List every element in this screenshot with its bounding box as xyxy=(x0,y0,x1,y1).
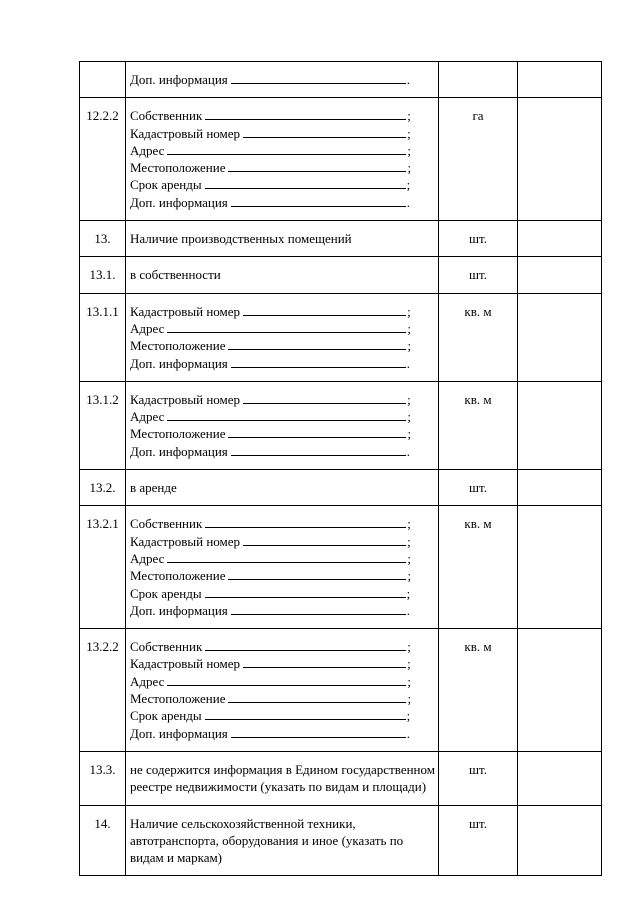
field-terminator: ; xyxy=(407,160,412,176)
blank-underline[interactable] xyxy=(167,320,406,333)
form-field-line xyxy=(130,602,435,619)
field-label: Адрес xyxy=(130,142,165,158)
field-terminator: ; xyxy=(407,125,411,141)
form-field-line xyxy=(130,425,435,442)
table-row xyxy=(80,381,602,469)
form-field-line xyxy=(130,337,435,354)
form-field-line xyxy=(130,443,435,460)
blank-underline[interactable] xyxy=(167,408,406,421)
row-value-cell[interactable] xyxy=(518,381,602,469)
blank-underline[interactable] xyxy=(231,725,406,738)
field-terminator: ; xyxy=(407,426,412,442)
blank-underline[interactable] xyxy=(231,194,406,207)
row-unit: кв. м xyxy=(439,506,518,629)
row-description xyxy=(126,629,439,752)
row-text: в аренде xyxy=(130,480,177,496)
row-text: в собственности xyxy=(130,267,221,283)
field-label: Доп. информация xyxy=(130,72,228,87)
blank-underline[interactable] xyxy=(205,107,406,120)
field-label: Местоположение xyxy=(130,338,226,354)
row-description xyxy=(126,257,439,293)
field-label: Адрес xyxy=(130,673,165,689)
row-number: 13.1. xyxy=(80,257,126,293)
row-value-cell[interactable] xyxy=(518,98,602,221)
field-terminator: ; xyxy=(407,409,411,425)
row-description xyxy=(126,381,439,469)
row-value-cell[interactable] xyxy=(518,470,602,506)
form-field-line xyxy=(130,142,435,159)
form-field-line xyxy=(130,638,435,655)
row-description xyxy=(126,62,439,98)
row-value-cell[interactable] xyxy=(518,257,602,293)
row-text: Наличие производственных помещений xyxy=(130,231,352,247)
row-description xyxy=(126,470,439,506)
blank-underline[interactable] xyxy=(228,690,406,703)
blank-underline[interactable] xyxy=(167,673,406,686)
blank-underline[interactable] xyxy=(231,71,406,84)
form-field-line xyxy=(130,320,435,337)
field-terminator: ; xyxy=(406,585,411,601)
row-number: 13. xyxy=(80,221,126,257)
row-unit: шт. xyxy=(439,257,518,293)
field-terminator: ; xyxy=(407,338,412,354)
blank-underline[interactable] xyxy=(205,707,406,720)
field-terminator: . xyxy=(406,443,411,459)
form-field-line xyxy=(130,585,435,602)
row-value-cell[interactable] xyxy=(518,751,602,805)
form-field-line xyxy=(130,533,435,550)
row-description xyxy=(126,98,439,221)
row-value-cell[interactable] xyxy=(518,805,602,876)
field-terminator: ; xyxy=(407,550,411,566)
table-row xyxy=(80,751,602,805)
field-label: Адрес xyxy=(130,550,165,566)
field-terminator: ; xyxy=(407,391,411,407)
row-number: 13.3. xyxy=(80,751,126,805)
row-number: 14. xyxy=(80,805,126,876)
row-value-cell[interactable] xyxy=(518,293,602,381)
field-label: Собственник xyxy=(130,639,203,655)
field-label: Местоположение xyxy=(130,160,226,176)
field-terminator: ; xyxy=(407,673,411,689)
form-field-line xyxy=(130,159,435,176)
field-label: Адрес xyxy=(130,320,165,336)
field-label: Доп. информация xyxy=(130,355,228,371)
blank-underline[interactable] xyxy=(205,515,406,528)
form-field-line xyxy=(130,303,435,320)
row-number: 13.2.1 xyxy=(80,506,126,629)
form-field-line xyxy=(130,567,435,584)
row-value-cell[interactable] xyxy=(518,629,602,752)
field-label: Кадастровый номер xyxy=(130,125,241,141)
row-description xyxy=(126,805,439,876)
field-terminator: ; xyxy=(407,691,412,707)
table-row xyxy=(80,257,602,293)
row-number: 13.1.2 xyxy=(80,381,126,469)
form-field-line xyxy=(130,690,435,707)
blank-underline[interactable] xyxy=(205,176,406,189)
form-field-line xyxy=(130,673,435,690)
table-row xyxy=(80,62,602,98)
row-value-cell[interactable] xyxy=(518,221,602,257)
form-field-line xyxy=(130,107,435,124)
blank-underline[interactable] xyxy=(228,159,406,172)
row-number: 13.1.1 xyxy=(80,293,126,381)
blank-underline[interactable] xyxy=(243,655,406,668)
field-terminator: . xyxy=(406,602,411,618)
field-terminator: ; xyxy=(407,656,411,672)
row-value-cell[interactable] xyxy=(518,506,602,629)
field-terminator: . xyxy=(406,355,411,371)
blank-underline[interactable] xyxy=(205,585,406,598)
field-label: Собственник xyxy=(130,516,203,532)
form-field-line xyxy=(130,125,435,142)
field-label: Местоположение xyxy=(130,568,226,584)
form-field-line xyxy=(130,408,435,425)
table-row xyxy=(80,98,602,221)
form-table xyxy=(79,61,602,876)
blank-underline[interactable] xyxy=(231,355,406,368)
row-unit: шт. xyxy=(439,805,518,876)
row-number xyxy=(80,62,126,98)
field-label: Срок аренды xyxy=(130,177,202,193)
form-field-line xyxy=(130,194,435,211)
field-terminator: ; xyxy=(407,303,411,319)
blank-underline[interactable] xyxy=(167,142,406,155)
blank-underline[interactable] xyxy=(231,443,406,456)
field-terminator: ; xyxy=(406,708,411,724)
field-label: Срок аренды xyxy=(130,708,202,724)
field-label: Доп. информация xyxy=(130,725,228,741)
row-description xyxy=(126,751,439,805)
field-label: Доп. информация xyxy=(130,194,228,210)
field-label: Кадастровый номер xyxy=(130,656,241,672)
form-field-line xyxy=(130,515,435,532)
blank-underline[interactable] xyxy=(205,638,406,651)
row-unit: га xyxy=(439,98,518,221)
table-row xyxy=(80,506,602,629)
field-terminator: ; xyxy=(407,568,412,584)
table-row xyxy=(80,629,602,752)
field-label: Местоположение xyxy=(130,691,226,707)
row-text: не содержится информация в Едином государственном реестре недвижимости (указать по видам и площади) xyxy=(130,761,435,795)
field-label: Кадастровый номер xyxy=(130,533,241,549)
form-table-body xyxy=(80,62,602,876)
row-value-cell[interactable] xyxy=(518,62,602,98)
field-terminator: ; xyxy=(406,177,411,193)
form-field-line xyxy=(130,71,435,88)
form-field-line xyxy=(130,355,435,372)
row-number: 13.2. xyxy=(80,470,126,506)
field-label: Срок аренды xyxy=(130,585,202,601)
table-row xyxy=(80,293,602,381)
field-terminator: . xyxy=(406,194,411,210)
row-unit: кв. м xyxy=(439,293,518,381)
blank-underline[interactable] xyxy=(228,567,406,580)
row-description xyxy=(126,293,439,381)
row-unit: шт. xyxy=(439,221,518,257)
blank-underline[interactable] xyxy=(167,550,406,563)
table-row xyxy=(80,470,602,506)
row-unit: кв. м xyxy=(439,629,518,752)
field-label: Кадастровый номер xyxy=(130,303,241,319)
row-unit: шт. xyxy=(439,470,518,506)
blank-underline[interactable] xyxy=(243,125,406,138)
table-row xyxy=(80,221,602,257)
blank-underline[interactable] xyxy=(243,303,406,316)
field-label: Адрес xyxy=(130,409,165,425)
row-number: 12.2.2 xyxy=(80,98,126,221)
field-label: Доп. информация xyxy=(130,443,228,459)
field-terminator: ; xyxy=(407,320,411,336)
field-terminator: . xyxy=(406,725,411,741)
blank-underline[interactable] xyxy=(243,391,406,404)
row-description xyxy=(126,221,439,257)
row-description xyxy=(126,506,439,629)
form-field-line xyxy=(130,707,435,724)
form-field-line xyxy=(130,391,435,408)
blank-underline[interactable] xyxy=(228,425,406,438)
row-unit: шт. xyxy=(439,751,518,805)
field-label: Собственник xyxy=(130,108,203,124)
field-terminator: ; xyxy=(407,142,411,158)
form-field-line xyxy=(130,725,435,742)
field-label: Доп. информация xyxy=(130,602,228,618)
field-terminator: ; xyxy=(407,516,411,532)
form-field-line xyxy=(130,655,435,672)
row-unit xyxy=(439,62,518,98)
row-number: 13.2.2 xyxy=(80,629,126,752)
form-field-line xyxy=(130,176,435,193)
blank-underline[interactable] xyxy=(243,533,406,546)
field-terminator: ; xyxy=(407,533,411,549)
field-terminator: . xyxy=(406,72,411,87)
field-terminator: ; xyxy=(407,639,411,655)
table-row xyxy=(80,805,602,876)
field-terminator: ; xyxy=(407,108,411,124)
field-label: Местоположение xyxy=(130,426,226,442)
row-unit: кв. м xyxy=(439,381,518,469)
blank-underline[interactable] xyxy=(228,337,406,350)
field-label: Кадастровый номер xyxy=(130,391,241,407)
form-field-line xyxy=(130,550,435,567)
blank-underline[interactable] xyxy=(231,602,406,615)
row-text: Наличие сельскохозяйственной техники, автотранспорта, оборудования и иное (указать по видам и маркам) xyxy=(130,815,404,866)
